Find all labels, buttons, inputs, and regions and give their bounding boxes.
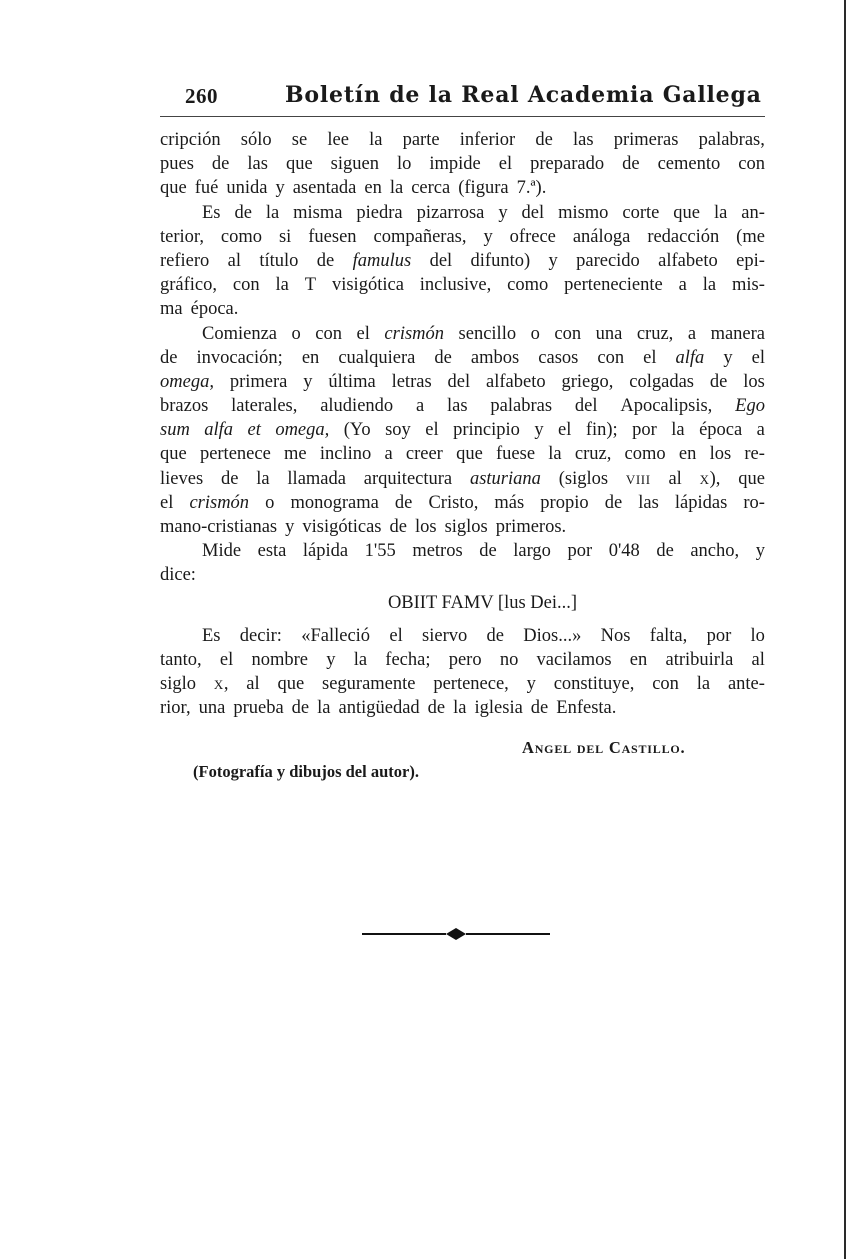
word: propio [540,492,589,513]
word: ambos [470,347,520,368]
word: cripción [160,130,221,150]
word: fuese [496,444,536,465]
word: al [227,250,242,271]
word: sum [160,420,190,441]
word: siglo [160,673,196,694]
word: unida [226,178,268,199]
word: más [494,492,525,513]
word: griego, [561,371,614,392]
word: asturiana [469,468,541,489]
word: el [219,649,234,670]
word: una [595,323,623,344]
word: lápidas [674,492,728,513]
word: con [738,154,765,175]
word: con [315,323,343,344]
final-paragraph-line [160,624,765,648]
word: del [574,396,598,417]
word: de [486,625,504,646]
paragraph-3-line [160,370,765,394]
word: Apocalipsis, [620,396,713,417]
word: el [498,154,513,175]
word: si [278,226,292,247]
word: cemento [657,154,721,175]
page-edge [844,0,846,1259]
word: los [743,371,765,392]
word: x), [699,468,721,489]
word: aludiendo [320,396,394,417]
word: en [629,649,648,670]
header-rule [160,116,765,117]
word: de [234,202,252,223]
word: primera [229,371,288,392]
word: no [499,649,519,670]
word: an- [741,202,765,223]
word: como [507,275,549,296]
word: inclusive, [419,275,492,296]
paragraph-4-line [160,563,765,587]
word: o [291,323,301,344]
word: y [303,371,313,392]
word: falta, [649,625,688,646]
word: que [160,178,187,199]
word: mismo [558,202,609,223]
word: 0'48 [608,541,640,562]
word: cruz, [574,444,612,465]
word: a [756,420,765,441]
word: fin); [585,420,618,441]
word: las [638,492,659,513]
inscription-text: OBIIT FAMV [lus Dei...] [387,592,578,613]
word: siervo [422,625,468,646]
paragraph-2-line [160,273,765,297]
word: corte [622,202,660,223]
word: Cristo, [428,492,479,513]
word: misma [293,202,343,223]
word: la [265,202,280,223]
word: iglesia [474,698,523,719]
word: vacilamos [536,649,612,670]
word: pizarrosa [416,202,485,223]
word: las [247,154,268,175]
word: y [755,541,765,562]
word: manera [710,323,765,344]
word: T [304,275,317,296]
word: y [498,202,508,223]
word: la [275,275,289,296]
word: de [604,492,623,513]
word: atribuirla [665,649,734,670]
word: las [447,396,468,417]
word: compañeras, [373,226,467,247]
word: creer [405,444,443,465]
word: (me [736,226,765,247]
word: el [160,492,174,513]
word: ma [160,299,183,320]
word: principio [453,420,520,441]
word: la [548,444,562,465]
word: mano-cristianas [160,517,278,537]
word: parecido [576,250,640,271]
word: 7.ª). [516,178,547,199]
paragraph-3-line [160,346,765,370]
word: título [259,250,299,271]
word: lo [750,625,765,646]
word: pertenece [199,444,271,465]
body-text [160,128,765,720]
word: y [534,420,544,441]
word: Ego [735,396,765,417]
word: por [706,625,732,646]
word: crismón [384,323,445,344]
word: la [317,698,331,719]
word: casos [538,347,579,368]
word: o [530,323,540,344]
word: y [285,517,295,537]
word: el [425,420,439,441]
word: fecha; [385,649,431,670]
word: la [353,649,368,670]
paragraph-2-line [160,201,765,225]
word: me [284,444,307,465]
word: sólo [240,130,272,150]
word: laterales, [231,396,298,417]
word: crismón [189,492,250,513]
word: en [301,347,320,368]
word: redacción [647,226,720,247]
word: ofrece [509,226,556,247]
paragraph-2-line [160,297,765,321]
word: mis- [731,275,765,296]
word: de [709,371,728,392]
word: a [687,323,697,344]
word: «Falleció [301,625,371,646]
word: (figura [458,178,509,199]
word: epi- [736,250,765,271]
word: la [369,130,383,150]
author-signature: Angel del Castillo. [522,738,686,757]
word: Dios...» [523,625,582,646]
word: visigótica [331,275,404,296]
word: fuesen [308,226,357,247]
word: Es [202,202,221,223]
word: omega, [160,371,214,392]
word: los [414,517,437,537]
page-header [185,82,765,116]
word: al [246,673,260,694]
paragraph-3-line [160,467,765,491]
word: primeros. [495,517,567,537]
word: y [275,178,285,199]
paragraph-4-line [160,539,765,563]
word: del [429,250,453,271]
word: de [316,250,335,271]
word: y [723,347,733,368]
word: perteneciente [564,275,663,296]
word: la [713,202,728,223]
word: los [709,444,732,465]
word: lo [396,154,412,175]
paragraph-3-line [160,418,765,442]
word: de [394,492,413,513]
word: época [699,420,743,441]
word: de [291,698,310,719]
word: prueba [233,698,284,719]
paragraph-3-line [160,394,765,418]
word: llamada [287,468,346,489]
word: de [535,130,553,150]
word: una [198,698,226,719]
word: lápida [302,541,349,562]
word: impide [429,154,481,175]
word: rior, [160,698,191,719]
word: pues [160,154,194,175]
word: la [453,698,467,719]
word: preparado [530,154,605,175]
word: de [211,154,230,175]
word: ro- [743,492,765,513]
word: a [415,396,425,417]
word: soy [385,420,411,441]
word: gráfico, [160,275,218,296]
word: constituye, [553,673,635,694]
word: el [558,420,572,441]
word: cualquiera [338,347,416,368]
word: x, [213,673,229,694]
paragraph-2-line [160,225,765,249]
paragraph-1-line [160,128,765,152]
word: difunto) [470,250,531,271]
word: por [632,420,657,441]
word: antigüedad [338,698,420,719]
word: que [456,444,483,465]
word: (siglos [558,468,609,489]
word: de [622,154,640,175]
paragraph-1-line [160,152,765,176]
word: nombre [251,649,308,670]
word: de [389,517,407,537]
word: tanto, [160,649,202,670]
word: esta [257,541,287,562]
word: que [738,468,765,489]
word: largo [513,541,551,562]
final-paragraph-line [160,696,765,720]
word: inclino [319,444,372,465]
paragraph-3-line [160,322,765,346]
word: monograma [290,492,379,513]
word: alfabeto [486,371,546,392]
photo-credit: (Fotografía y dibujos del autor). [193,762,419,781]
word: análoga [572,226,631,247]
word: de [656,541,674,562]
word: famulus [352,250,412,271]
word: visigóticas [302,517,382,537]
word: última [328,371,376,392]
word: la [702,275,717,296]
final-paragraph-line [160,648,765,672]
word: de [530,698,549,719]
paragraph-3-line [160,491,765,515]
word: el [751,347,765,368]
word: terior, [160,226,204,247]
word: Es [202,625,221,646]
word: que [160,444,187,465]
word: en [678,444,697,465]
word: de [479,541,497,562]
word: colgadas [629,371,695,392]
word: el [356,323,370,344]
paragraph-3-line [160,515,765,539]
word: palabras [490,396,553,417]
word: Enfesta. [556,698,617,719]
word: re- [744,444,765,465]
running-title: Boletín de la Real Academia Gallega [285,82,762,108]
paragraph-2-line [160,249,765,273]
word: por [567,541,593,562]
word: asentada [292,178,357,199]
word: con [232,275,260,296]
word: siglos [444,517,488,537]
word: siguen [330,154,379,175]
word: alfabeto [658,250,718,271]
word: (Yo [343,420,371,441]
word: a [384,444,393,465]
word: brazos [160,396,209,417]
word: primeras [613,130,679,150]
word: de [427,698,446,719]
word: o [265,492,275,513]
word: la [256,468,270,489]
word: y [548,250,558,271]
word: y [526,673,536,694]
word: como [624,444,666,465]
word: seguramente [322,673,416,694]
word: y [483,226,493,247]
word: las [573,130,594,150]
closing-ornament [362,925,550,943]
word: sencillo [458,323,517,344]
word: con [597,347,625,368]
word: al [751,649,765,670]
word: pero [448,649,482,670]
word: que [285,154,313,175]
word: metros [412,541,463,562]
word: cruz, [636,323,674,344]
word: con [652,673,679,694]
word: el [389,625,403,646]
word: del [447,371,471,392]
word: inferior [459,130,516,150]
word: cerca [411,178,451,199]
word: ancho, [690,541,740,562]
word: piedra [356,202,403,223]
word: a [678,275,687,296]
word: Mide [202,541,242,562]
word: que [277,673,305,694]
word: se [291,130,308,150]
page-number: 260 [185,84,218,108]
word: lieves [160,468,204,489]
word: en [364,178,382,199]
word: omega, [275,420,330,441]
word: la [696,673,711,694]
word: arquitectura [363,468,453,489]
paragraph-3-line [160,442,765,466]
word: 1'55 [364,541,396,562]
word: dice: [160,565,196,586]
word: del [521,202,545,223]
word: lee [327,130,349,150]
word: la [389,178,404,199]
paragraph-1-line [160,176,765,200]
word: de [220,468,239,489]
word: el [643,347,657,368]
word: ante- [727,673,765,694]
word: fué [194,178,219,199]
word: palabras, [698,130,765,150]
word: al [668,468,682,489]
word: Nos [600,625,631,646]
word: Comienza [202,323,278,344]
word: de [160,347,178,368]
word: como [220,226,263,247]
word: y [326,649,336,670]
word: de [434,347,452,368]
word: pertenece, [433,673,509,694]
word: invocación; [196,347,283,368]
word: parte [402,130,440,150]
word: refiero [160,250,210,271]
word: que [673,202,701,223]
word: viii [625,468,651,489]
word: época. [190,299,239,320]
word: la [671,420,685,441]
word: con [554,323,582,344]
word: et [247,420,261,441]
word: decir: [239,625,282,646]
word: alfa [204,420,234,441]
final-paragraph-line [160,672,765,696]
word: alfa [675,347,705,368]
word: letras [391,371,432,392]
